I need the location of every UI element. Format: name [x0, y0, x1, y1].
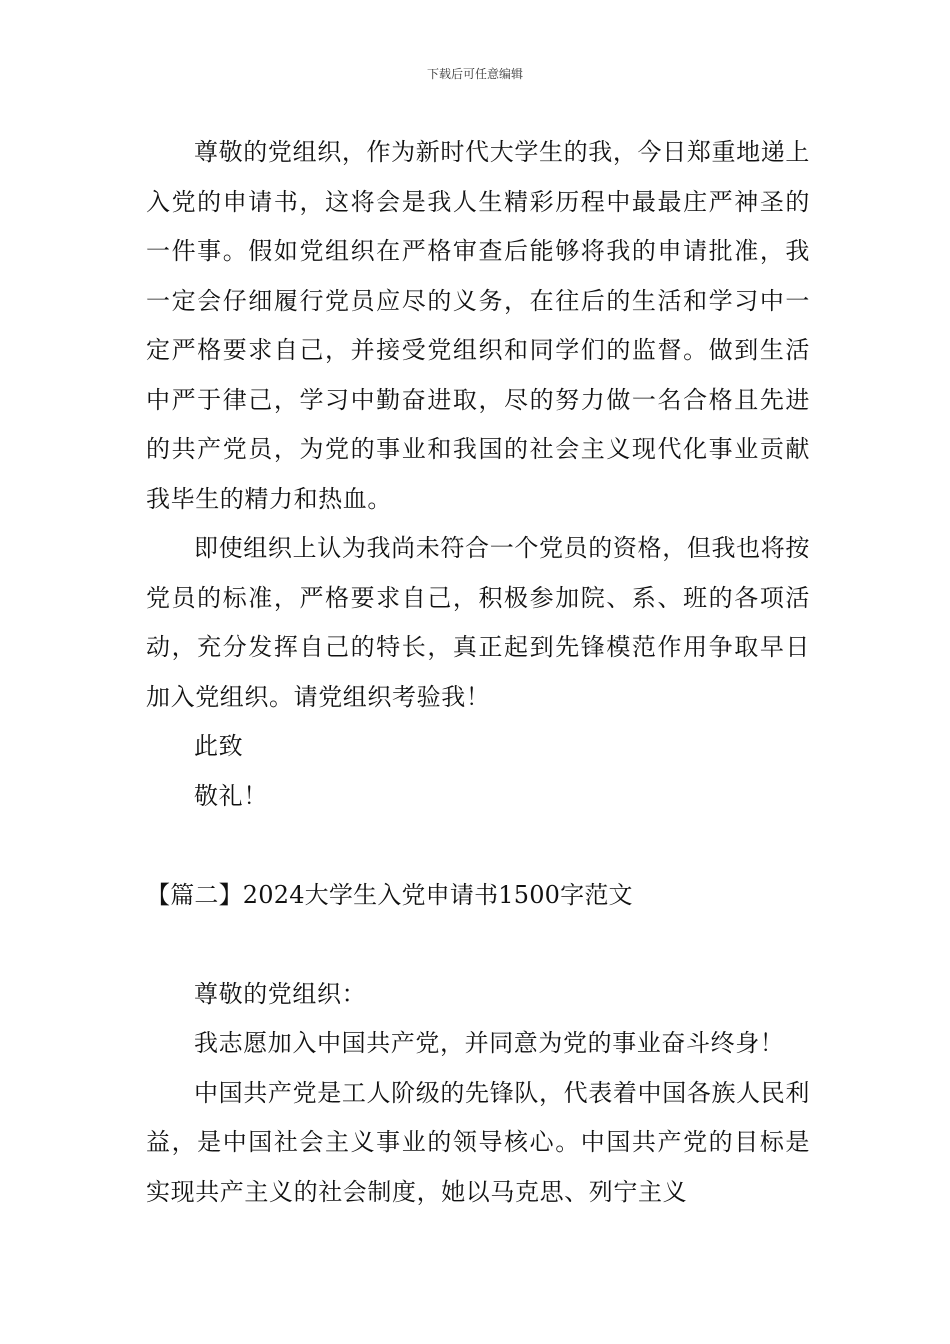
closing-line-1: 此致: [194, 732, 244, 760]
paragraph-commitment: 即使组织上认为我尚未符合一个党员的资格，但我也将按党员的标准，严格要求自己，积极参加院、系、班的各项活动，充分发挥自己的特长，真正起到先锋模范作用争取早日加入党组织。请党组织考验我！: [146, 534, 810, 711]
spacer: [146, 920, 810, 970]
closing-line-2: 敬礼！: [194, 781, 268, 810]
spacer: [146, 821, 810, 871]
section-title: 【篇二】2024大学生入党申请书1500字范文: [146, 880, 633, 909]
paragraph-party-description: 中国共产党是工人阶级的先锋队，代表着中国各族人民利益，是中国社会主义事业的领导核心。中国共产党的目标是实现共产主义的社会制度，她以马克思、列宁主义: [146, 1078, 810, 1206]
salutation: 尊敬的党组织：: [194, 979, 367, 1008]
document-body: [146, 128, 810, 1217]
paragraph-application-intro: 尊敬的党组织，作为新时代大学生的我，今日郑重地递上入党的申请书，这将会是我人生精彩历程中最最庄严神圣的一件事。假如党组织在严格审查后能够将我的申请批准，我一定会仔细履行党员应尽的义务，在往后的生活和学习中一定严格要求自己，并接受党组织和同学们的监督。做到生活中严于律己，学习中勤奋进取，尽的努力做一名合格且先进的共产党员，为党的事业和我国的社会主义现代化事业贡献我毕生的精力和热血。: [146, 138, 810, 513]
page-header-note: 下载后可任意编辑: [426, 67, 523, 81]
paragraph-volunteer: 我志愿加入中国共产党，并同意为党的事业奋斗终身！: [194, 1029, 785, 1057]
